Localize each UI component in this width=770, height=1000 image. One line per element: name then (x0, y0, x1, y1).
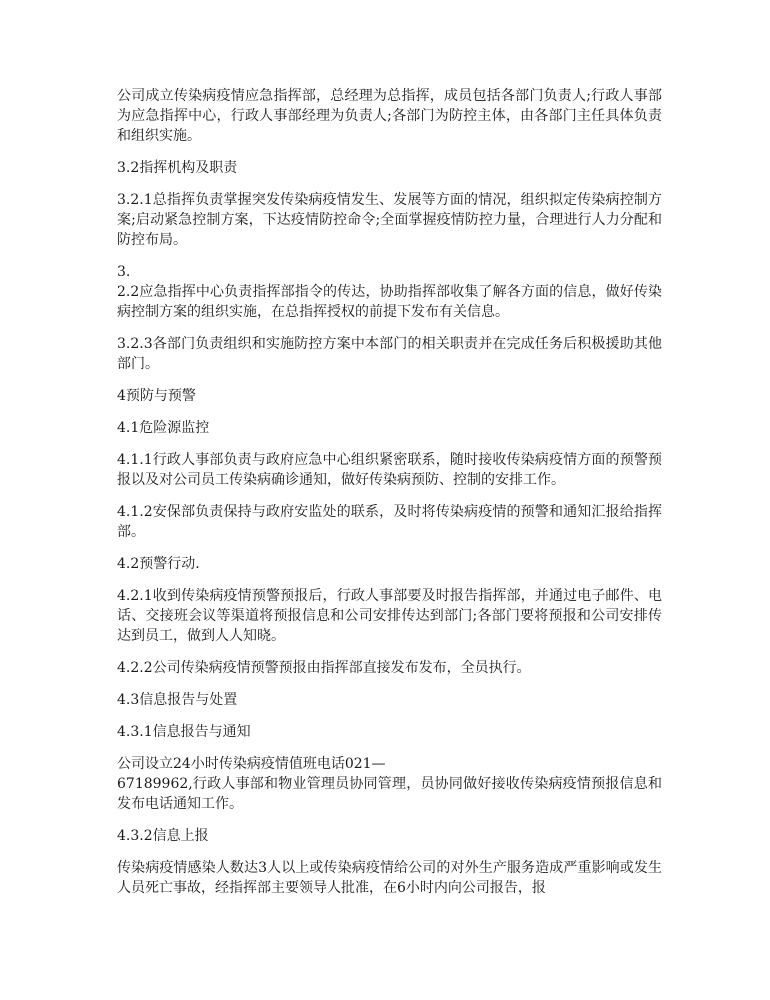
heading-4-2: 4.2预警行动. (117, 556, 200, 572)
paragraph-4-3-1: 公司设立24小时传染病疫情值班电话021— 67189962,行政人事部和物业管理员协同管理，员协同做好接收传染病疫情预报信息和发布电话通知工作。 (117, 756, 662, 812)
paragraph-3-2-1: 3.2.1总指挥负责掌握突发传染病疫情发生、发展等方面的情况，组织拟定传染病控制方案;启动紧急控制方案，下达疫情防控命令;全面掌握疫情防控力量，合理进行人力分配和防控布局。 (117, 192, 662, 248)
paragraph-4-2-1: 4.2.1收到传染病疫情预警预报后，行政人事部要及时报告指挥部，并通过电子邮件、电话、交接班会议等渠道将预报信息和公司安排传达到部门;各部门要将预报和公司安排传达到员工，做到人人知晓。 (117, 588, 662, 644)
heading-3-2: 3.2指挥机构及职责 (117, 160, 238, 176)
heading-4-3-1: 4.3.1信息报告与通知 (117, 724, 251, 740)
paragraph-command-setup: 公司成立传染病疫情应急指挥部，总经理为总指挥，成员包括各部门负责人;行政人事部为应急指挥中心，行政人事部经理为负责人;各部门为防控主体，由各部门主任具体负责和组织实施。 (117, 88, 662, 144)
paragraph-4-1-2: 4.1.2安保部负责保持与政府安监处的联系，及时将传染病疫情的预警和通知汇报给指挥部。 (117, 504, 662, 540)
paragraph-3-2-2: 3. 2.2应急指挥中心负责指挥部指令的传达，协助指挥部收集了解各方面的信息，做好传染病控制方案的组织实施，在总指挥授权的前提下发布有关信息。 (117, 264, 662, 320)
paragraph-4-3-2: 传染病疫情感染人数达3人以上或传染病疫情给公司的对外生产服务造成严重影响或发生人员死亡事故，经指挥部主要领导人批准，在6小时内向公司报告，报 (117, 860, 662, 896)
heading-4: 4预防与预警 (117, 388, 196, 404)
paragraph-3-2-3: 3.2.3各部门负责组织和实施防控方案中本部门的相关职责并在完成任务后积极援助其他部门。 (117, 336, 662, 372)
paragraph-4-2-2: 4.2.2公司传染病疫情预警预报由指挥部直接发布发布，全员执行。 (117, 660, 531, 676)
heading-4-3-2: 4.3.2信息上报 (117, 828, 209, 844)
heading-4-1: 4.1危险源监控 (117, 420, 210, 436)
paragraph-4-1-1: 4.1.1行政人事部负责与政府应急中心组织紧密联系，随时接收传染病疫情方面的预警预报以及对公司员工传染病确诊通知，做好传染病预防、控制的安排工作。 (117, 452, 662, 488)
heading-4-3: 4.3信息报告与处置 (117, 692, 238, 708)
document-body (117, 86, 662, 910)
